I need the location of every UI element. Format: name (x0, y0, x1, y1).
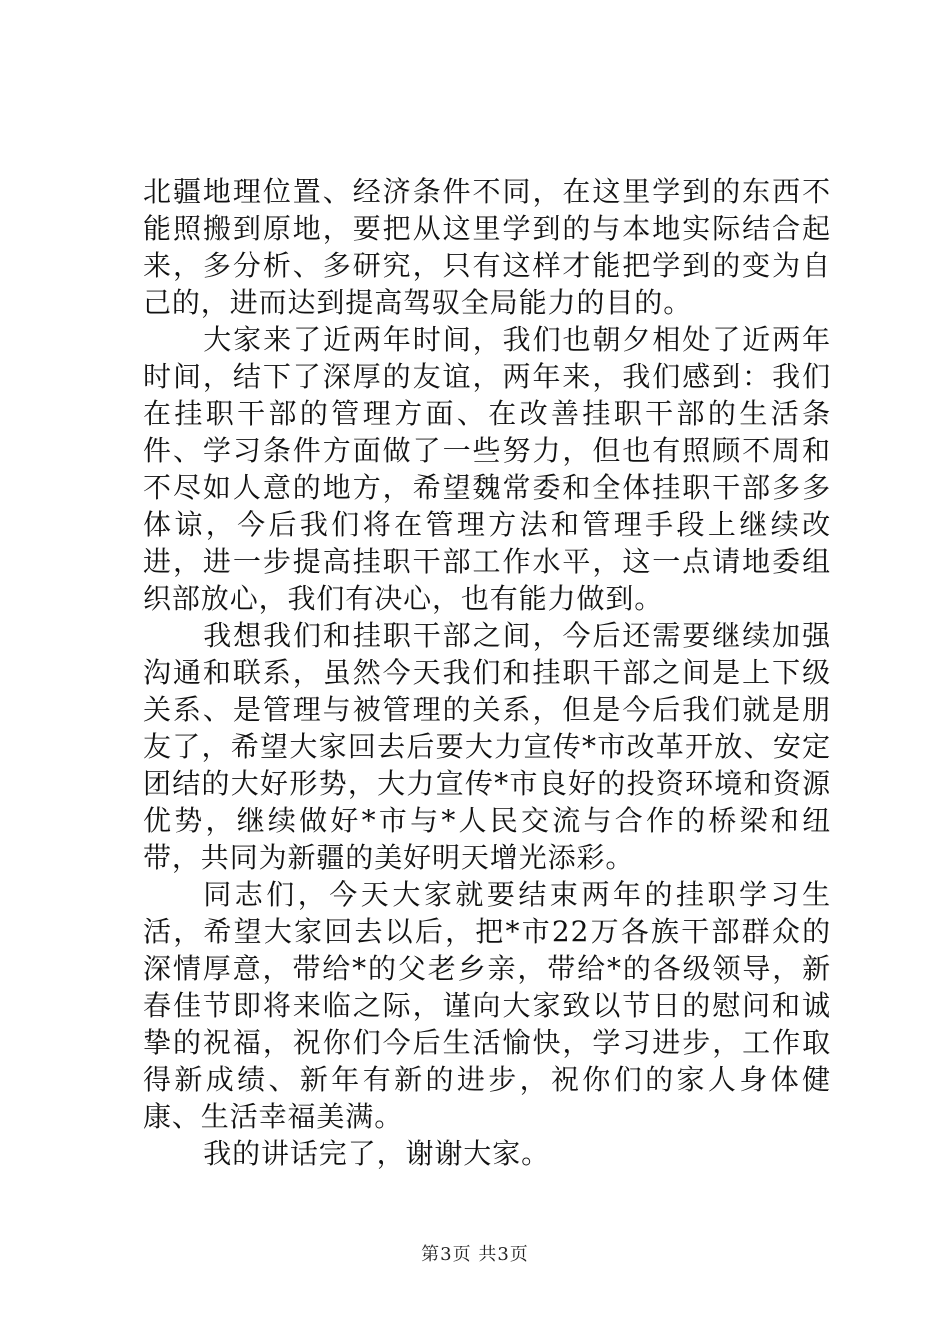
paragraph-4: 同志们，今天大家就要结束两年的挂职学习生活，希望大家回去以后，把*市22万各族干部群众的深情厚意，带给*的父老乡亲，带给*的各级领导，新春佳节即将来临之际，谨向大家致以节日的慰问和诚挚的祝福，祝你们今后生活愉快，学习进步，工作取得新成绩、新年有新的进步，祝你们的家人身体健康、生活幸福美满。 (143, 878, 831, 1133)
paragraph-1: 北疆地理位置、经济条件不同，在这里学到的东西不能照搬到原地，要把从这里学到的与本地实际结合起来，多分析、多研究，只有这样才能把学到的变为自己的，进而达到提高驾驭全局能力的目的。 (143, 175, 831, 319)
paragraph-3: 我想我们和挂职干部之间，今后还需要继续加强沟通和联系，虽然今天我们和挂职干部之间是上下级关系、是管理与被管理的关系，但是今后我们就是朋友了，希望大家回去后要大力宣传*市改革开放、安定团结的大好形势，大力宣传*市良好的投资环境和资源优势，继续做好*市与*人民交流与合作的桥梁和纽带，共同为新疆的美好明天增光添彩。 (143, 619, 831, 874)
paragraph-5: 我的讲话完了，谢谢大家。 (203, 1137, 550, 1170)
document-body (143, 173, 831, 1172)
paragraph-2: 大家来了近两年时间，我们也朝夕相处了近两年时间，结下了深厚的友谊，两年来，我们感到：我们在挂职干部的管理方面、在改善挂职干部的生活条件、学习条件方面做了一些努力，但也有照顾不周和不尽如人意的地方，希望魏常委和全体挂职干部多多体谅，今后我们将在管理方法和管理手段上继续改进，进一步提高挂职干部工作水平，这一点请地委组织部放心，我们有决心，也有能力做到。 (143, 323, 831, 615)
page-number-footer: 第3页 共3页 (421, 1244, 529, 1265)
